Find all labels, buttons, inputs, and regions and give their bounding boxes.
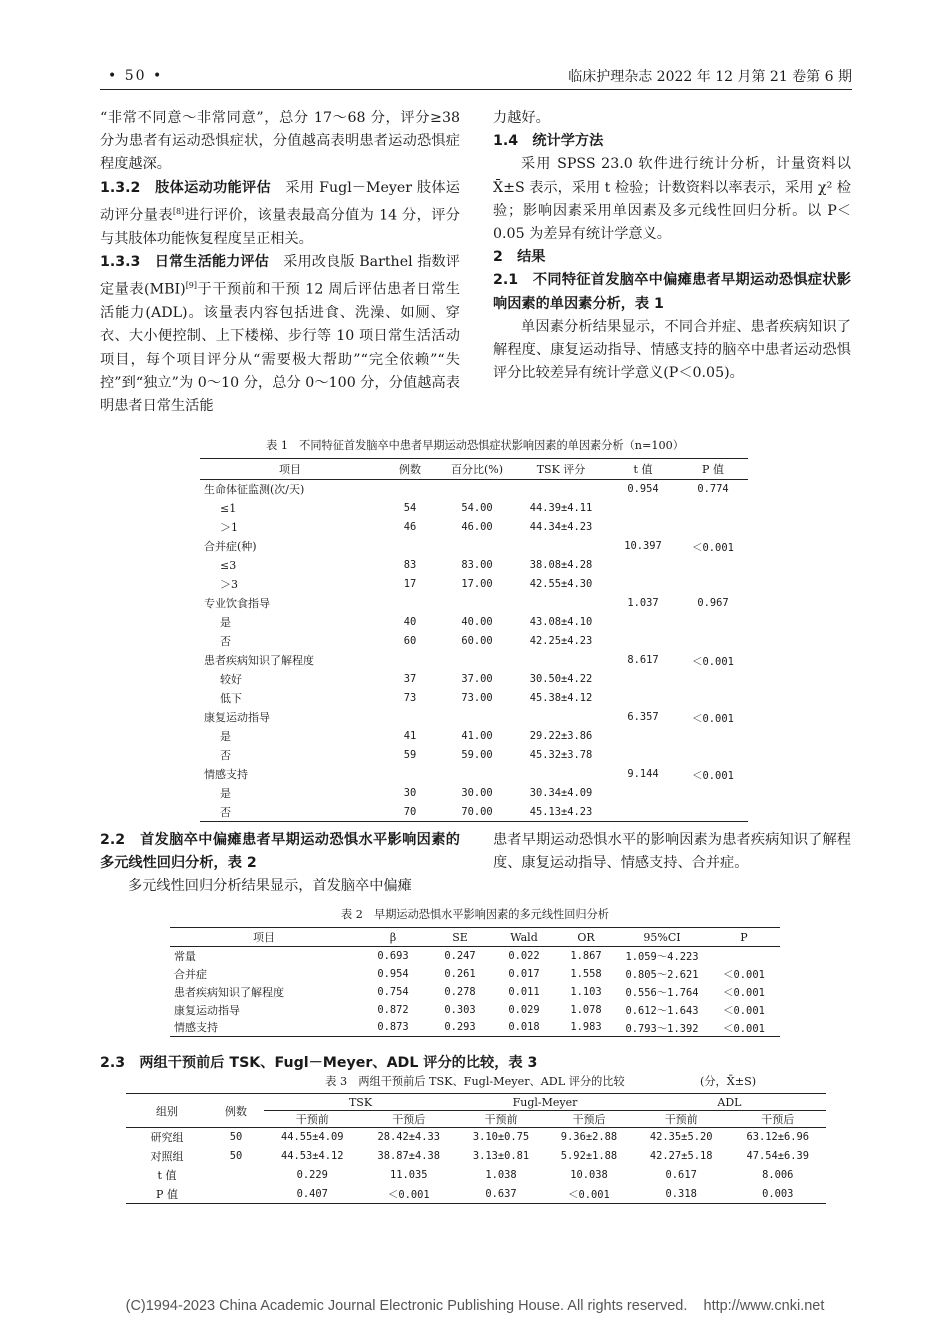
- cell-empty: [678, 613, 748, 632]
- table-cell: 0.954: [377, 967, 409, 980]
- cell-empty: [514, 537, 608, 556]
- table2: [170, 927, 780, 1037]
- section-number: 2: [493, 249, 503, 266]
- section-number: 2.3: [100, 1055, 126, 1071]
- table3-unit: (分，X̄±S): [700, 1075, 757, 1088]
- t-value: 6.357: [627, 711, 659, 723]
- table-cell: [208, 1166, 264, 1185]
- group-label: 研究组: [150, 1131, 184, 1145]
- tsk-score: 38.08±4.28: [529, 559, 593, 571]
- table-group-row: [200, 651, 748, 670]
- factor-name: 常量: [174, 949, 196, 963]
- cell-empty: [514, 708, 608, 727]
- table-cell: 3.10±0.75: [472, 1131, 530, 1144]
- percent: 54.00: [461, 502, 493, 514]
- col-header: Wald: [492, 928, 556, 947]
- table-row: [200, 613, 748, 632]
- table-header-row: [170, 928, 780, 947]
- table-cell: 28.42±4.33: [377, 1131, 441, 1144]
- table-row: [170, 1001, 780, 1019]
- cell-empty: [380, 537, 440, 556]
- t-value: 1.037: [627, 597, 659, 609]
- section-2-3-heading: [100, 1052, 537, 1072]
- table-row: [126, 1166, 826, 1185]
- table-header-row: [126, 1094, 826, 1111]
- cell-empty: [608, 670, 678, 689]
- col-header: 干预后: [361, 1111, 458, 1128]
- col-header: β: [358, 928, 428, 947]
- section-title: 不同特征首发脑卒中偏瘫患者早期运动恐惧症状影响因素的单因素分析，表 1: [493, 272, 851, 312]
- cell-empty: [608, 727, 678, 746]
- table-cell: 42.35±5.20: [649, 1131, 713, 1144]
- col-header: TSK 评分: [514, 459, 608, 480]
- subgroup-label: ＞1: [220, 521, 238, 534]
- col-header: 干预后: [729, 1111, 826, 1128]
- table-group-row: [200, 594, 748, 613]
- subgroup-label: ≤1: [220, 501, 237, 515]
- subgroup-label: 低下: [220, 692, 242, 705]
- percent: 70.00: [461, 805, 493, 818]
- tsk-score: 43.08±4.10: [529, 616, 593, 628]
- cell-empty: [678, 689, 748, 708]
- section-number: 1.3.2: [100, 179, 141, 196]
- cell-empty: [514, 594, 608, 613]
- cell-empty: [678, 746, 748, 765]
- table-row: [170, 965, 780, 983]
- cell-empty: [678, 575, 748, 594]
- table-row: [200, 746, 748, 765]
- section-1-3-2: [100, 177, 460, 251]
- cell-empty: [608, 518, 678, 537]
- table-cell: 0.247: [444, 949, 476, 962]
- group-label: t 值: [157, 1169, 177, 1182]
- percent: 41.00: [461, 730, 493, 742]
- table-row: [200, 499, 748, 518]
- table-cell: 1.983: [570, 1021, 602, 1034]
- count: 17: [403, 578, 417, 590]
- section-title: 两组干预前后 TSK、Fugl－Meyer、ADL 评分的比较，表 3: [139, 1055, 538, 1071]
- table-cell: 50: [229, 1131, 243, 1144]
- cell-empty: [380, 651, 440, 670]
- col-header: 百分比(%): [440, 459, 514, 480]
- col-header: 例数: [208, 1094, 264, 1128]
- factor-name: 情感支持: [174, 1021, 218, 1035]
- t-value: 9.144: [627, 768, 659, 780]
- table-group-row: [200, 765, 748, 784]
- percent: 30.00: [461, 787, 493, 799]
- p-value: 0.774: [697, 483, 729, 496]
- table-cell: 1.038: [485, 1169, 517, 1181]
- subgroup-label: 是: [220, 616, 231, 629]
- cell-empty: [608, 784, 678, 803]
- table-cell: 0.278: [444, 985, 476, 998]
- percent: 59.00: [461, 749, 493, 761]
- cell-empty: [380, 708, 440, 727]
- table-cell: ＜0.001: [568, 1189, 610, 1202]
- col-header: P 值: [678, 459, 748, 480]
- journal-title: 临床护理杂志 2022 年 12 月第 21 卷第 6 期: [568, 69, 852, 85]
- section-title: 统计学方法: [532, 133, 604, 150]
- table-row: [126, 1128, 826, 1147]
- table3: [126, 1093, 826, 1204]
- table-cell: 42.27±5.18: [649, 1150, 713, 1162]
- table-row: [200, 575, 748, 594]
- count: 54: [403, 502, 417, 514]
- table-cell: 0.303: [444, 1003, 476, 1016]
- table-cell: 50: [229, 1150, 243, 1162]
- percent: 60.00: [461, 635, 493, 647]
- table-cell: 1.059～4.223: [625, 951, 699, 964]
- table-row: [126, 1185, 826, 1204]
- section-text: 进行评价，该量表最高分值为 14 分，评分与其肢体功能恢复程度呈正相关。: [100, 207, 460, 247]
- col-header: 干预后: [545, 1111, 633, 1128]
- cell-empty: [608, 746, 678, 765]
- table-cell: 1.558: [570, 967, 602, 980]
- table-row: [126, 1147, 826, 1166]
- table-cell: 0.873: [377, 1021, 409, 1034]
- cell-empty: [678, 670, 748, 689]
- count: 37: [403, 673, 417, 685]
- cell-empty: [440, 480, 514, 499]
- section-text: 于干预前和干预 12 周后评估患者日常生活能力(ADL)。该量表内容包括进食、洗澡、如厕、穿衣、大小便控制、上下楼梯、步行等 10 项日常生活活动项目，每个项目评分从“需要极大帮助”“完全依赖”“失控”到“独立”为 0～10 分，总分 0～100 分，分值越高表明患者日常生活能: [100, 281, 460, 414]
- col-header: t 值: [608, 459, 678, 480]
- percent: 40.00: [461, 616, 493, 628]
- table1-caption: 表 1 不同特征首发脑卒中患者早期运动恐惧症状影响因素的单因素分析（n=100）: [266, 439, 684, 452]
- table-cell: 0.018: [508, 1021, 540, 1034]
- count: 41: [403, 730, 417, 742]
- count: 73: [403, 692, 417, 704]
- table-row: [200, 803, 748, 822]
- cell-empty: [608, 499, 678, 518]
- tsk-score: 44.39±4.11: [529, 502, 593, 514]
- cell-empty: [608, 689, 678, 708]
- table-cell: 1.078: [570, 1003, 602, 1016]
- table-row: [200, 727, 748, 746]
- col-header: OR: [556, 928, 616, 947]
- table1: [200, 458, 748, 822]
- cell-empty: [678, 499, 748, 518]
- table-cell: 0.407: [296, 1187, 328, 1200]
- table-cell: 0.637: [485, 1187, 517, 1200]
- percent: 73.00: [461, 692, 493, 704]
- section-2-2-right: [493, 829, 851, 875]
- factor-name: 情感支持: [204, 768, 248, 781]
- table-cell: 0.754: [377, 985, 409, 998]
- table-cell: 8.006: [762, 1169, 794, 1181]
- col-header: SE: [428, 928, 492, 947]
- factor-name: 康复运动指导: [204, 711, 270, 724]
- subgroup-label: 否: [220, 749, 231, 762]
- table-row: [200, 518, 748, 537]
- col-header: 例数: [380, 459, 440, 480]
- t-value: 10.397: [624, 540, 662, 552]
- table-cell: 44.53±4.12: [280, 1150, 344, 1162]
- tsk-score: 30.50±4.22: [529, 673, 593, 685]
- table-row: [170, 983, 780, 1001]
- cell-empty: [608, 556, 678, 575]
- table-cell: 0.612～1.643: [625, 1005, 699, 1017]
- percent: 46.00: [461, 521, 493, 533]
- table-header-row: [200, 459, 748, 480]
- citation-ref: [8]: [172, 206, 185, 216]
- citation-ref: [9]: [185, 281, 198, 291]
- section-2-1-heading: [493, 269, 851, 315]
- cell-empty: [678, 727, 748, 746]
- count: 46: [403, 521, 417, 533]
- col-header: 干预前: [457, 1111, 545, 1128]
- table-cell: 0.022: [508, 949, 540, 962]
- group-label: P 值: [156, 1187, 178, 1201]
- cell-empty: [514, 765, 608, 784]
- table-row: [170, 947, 780, 965]
- section-2-2-left: [100, 829, 460, 899]
- table-group-row: [200, 708, 748, 727]
- paragraph-tsk-scoring: “非常不同意～非常同意”，总分 17～68 分，评分≥38 分为患者有运动恐惧症状，分值越高表明患者运动恐惧症程度越深。: [100, 110, 460, 173]
- col-header: P: [708, 928, 780, 947]
- table-cell: [708, 947, 780, 965]
- cell-empty: [678, 632, 748, 651]
- table-cell: 5.92±1.88: [560, 1150, 618, 1162]
- count: 59: [403, 749, 417, 761]
- section-1-3-3: [100, 251, 460, 418]
- tsk-score: 29.22±3.86: [529, 730, 593, 742]
- cell-empty: [514, 480, 608, 499]
- section-1-4-heading: [493, 130, 851, 153]
- table-cell: 63.12±6.96: [746, 1131, 809, 1144]
- table-cell: 0.293: [444, 1021, 476, 1034]
- percent: 37.00: [461, 673, 493, 685]
- table-group-row: [200, 537, 748, 556]
- left-column: [100, 107, 460, 418]
- table-cell: 0.029: [508, 1003, 540, 1016]
- cell-empty: [380, 765, 440, 784]
- col-header: 项目: [200, 459, 380, 480]
- table-cell: 0.229: [296, 1169, 328, 1181]
- table-cell: 44.55±4.09: [280, 1131, 344, 1144]
- t-value: 8.617: [627, 654, 659, 666]
- table2-caption: 表 2 早期运动恐惧水平影响因素的多元线性回归分析: [341, 908, 609, 921]
- col-header: 项目: [170, 928, 358, 947]
- col-header: 95%CI: [616, 928, 708, 947]
- factor-name: 合并症: [174, 967, 207, 981]
- table-cell: ＜0.001: [723, 987, 765, 999]
- p-value: ＜0.001: [692, 541, 734, 554]
- table-row: [200, 689, 748, 708]
- table-cell: 10.038: [570, 1169, 608, 1181]
- table-cell: ＜0.001: [723, 1005, 765, 1017]
- cell-empty: [608, 632, 678, 651]
- cell-empty: [440, 594, 514, 613]
- count: 40: [403, 616, 417, 628]
- cell-empty: [514, 651, 608, 670]
- table-cell: 0.556～1.764: [625, 987, 699, 999]
- table2-body: [170, 947, 780, 1037]
- subgroup-label: ＞3: [220, 578, 238, 591]
- cell-empty: [678, 803, 748, 822]
- subgroup-label: 是: [220, 787, 231, 800]
- subgroup-label: ≤3: [220, 558, 237, 572]
- section-title: 日常生活能力评估: [154, 253, 269, 270]
- table-cell: 0.003: [762, 1187, 794, 1200]
- table-row: [170, 1019, 780, 1037]
- table-row: [200, 632, 748, 651]
- copyright-notice: (C)1994-2023 China Academic Journal Electronic Publishing House. All rights reserved.: [125, 1298, 688, 1314]
- table-cell: 0.261: [444, 967, 476, 980]
- table-cell: 47.54±6.39: [746, 1150, 809, 1162]
- table-cell: 11.035: [390, 1169, 428, 1181]
- cell-empty: [608, 803, 678, 822]
- table-cell: ＜0.001: [723, 1022, 765, 1035]
- cell-empty: [608, 613, 678, 632]
- col-header: 干预前: [633, 1111, 730, 1128]
- count: 70: [403, 805, 417, 818]
- right-column: [493, 107, 851, 385]
- cell-empty: [608, 575, 678, 594]
- table-cell: 0.693: [377, 949, 409, 962]
- table3-body: [126, 1128, 826, 1204]
- subgroup-label: 否: [220, 805, 231, 819]
- col-header: 组别: [126, 1094, 208, 1128]
- col-group-header: ADL: [633, 1094, 826, 1111]
- col-group-header: TSK: [264, 1094, 457, 1111]
- table-cell: ＜0.001: [723, 969, 765, 981]
- table-cell: 0.872: [377, 1003, 409, 1016]
- table3-caption: 表 3 两组干预前后 TSK、Fugl-Meyer、ADL 评分的比较: [325, 1075, 625, 1088]
- section-title: 肢体运动功能评估: [155, 179, 271, 196]
- cell-empty: [380, 480, 440, 499]
- table-row: [200, 670, 748, 689]
- p-value: ＜0.001: [692, 655, 734, 668]
- section-number: 1.3.3: [100, 253, 141, 270]
- cell-empty: [440, 765, 514, 784]
- cell-empty: [440, 651, 514, 670]
- continued-text: 力越好。: [493, 110, 550, 126]
- cell-empty: [380, 594, 440, 613]
- table-cell: 0.793～1.392: [625, 1022, 699, 1035]
- cell-empty: [440, 537, 514, 556]
- tsk-score: 42.55±4.30: [529, 578, 593, 590]
- section-text: 采用 Fugl－Meyer 肢体运动评分量表: [100, 179, 460, 224]
- statistics-paragraph: 采用 SPSS 23.0 软件进行统计分析，计量资料以 X̄±S 表示，采用 t 检验；计数资料以率表示，采用 χ² 检验；影响因素采用单因素及多元线性回归分析。以 P＜0.05 为差异有统计学意义。: [493, 156, 851, 243]
- percent: 17.00: [461, 578, 493, 590]
- cell-empty: [678, 556, 748, 575]
- factor-name: 生命体征监测(次/天): [204, 483, 305, 497]
- section-text: 采用改良版 Barthel 指数评定量表(MBI): [100, 253, 460, 298]
- section-number: 2.2: [100, 832, 126, 848]
- page-number: • 50 •: [108, 68, 164, 84]
- subgroup-label: 较好: [220, 673, 242, 686]
- header-rule: [100, 89, 852, 90]
- table-cell: 3.13±0.81: [472, 1150, 530, 1162]
- tsk-score: 30.34±4.09: [529, 787, 593, 799]
- group-label: 对照组: [150, 1150, 184, 1163]
- section-number: 1.4: [493, 133, 519, 150]
- footer: [0, 1298, 950, 1314]
- table-cell: 1.103: [570, 985, 602, 998]
- cell-empty: [678, 518, 748, 537]
- table-cell: 9.36±2.88: [560, 1131, 618, 1144]
- p-value: 0.967: [697, 597, 729, 609]
- regression-conclusion: 患者早期运动恐惧水平的影响因素为患者疾病知识了解程度、康复运动指导、情感支持、合并症。: [493, 832, 851, 872]
- count: 30: [403, 787, 417, 799]
- table-group-row: [200, 480, 748, 499]
- univariate-result-paragraph: 单因素分析结果显示，不同合并症、患者疾病知识了解程度、康复运动指导、情感支持的脑卒中患者运动恐惧评分比较差异有统计学意义(P＜0.05)。: [493, 318, 851, 382]
- table-cell: 0.805～2.621: [625, 969, 699, 981]
- tsk-score: 44.34±4.23: [529, 521, 593, 533]
- table-row: [200, 784, 748, 803]
- tsk-score: 45.38±4.12: [529, 692, 593, 704]
- table-cell: 0.318: [665, 1187, 697, 1200]
- section-title: 首发脑卒中偏瘫患者早期运动恐惧水平影响因素的多元线性回归分析，表 2: [100, 832, 460, 872]
- factor-name: 患者疾病知识了解程度: [174, 985, 284, 999]
- col-group-header: Fugl-Meyer: [457, 1094, 633, 1111]
- factor-name: 患者疾病知识了解程度: [204, 654, 314, 667]
- table-cell: 38.87±4.38: [377, 1150, 441, 1162]
- p-value: ＜0.001: [692, 712, 734, 725]
- subgroup-label: 是: [220, 730, 231, 743]
- t-value: 0.954: [627, 483, 659, 496]
- cell-empty: [678, 784, 748, 803]
- section-title: 结果: [517, 249, 546, 266]
- p-value: ＜0.001: [692, 769, 734, 782]
- factor-name: 合并症(种): [204, 540, 257, 553]
- table-cell: 0.011: [508, 985, 540, 998]
- cell-empty: [440, 708, 514, 727]
- factor-name: 康复运动指导: [174, 1003, 240, 1017]
- table1-body: [200, 480, 748, 822]
- count: 60: [403, 635, 417, 647]
- footer-link[interactable]: http://www.cnki.net: [703, 1298, 825, 1314]
- tsk-score: 45.13±4.23: [529, 805, 593, 818]
- section-2-heading: [493, 246, 851, 269]
- section-number: 2.1: [493, 272, 519, 289]
- table-cell: [208, 1185, 264, 1204]
- table-cell: 0.617: [665, 1169, 697, 1181]
- subgroup-label: 否: [220, 635, 231, 648]
- count: 83: [403, 559, 417, 571]
- table-row: [200, 556, 748, 575]
- table-cell: 0.017: [508, 967, 540, 980]
- tsk-score: 42.25±4.23: [529, 635, 593, 647]
- regression-intro: 多元线性回归分析结果显示，首发脑卒中偏瘫: [128, 878, 412, 895]
- tsk-score: 45.32±3.78: [529, 749, 593, 761]
- table-cell: 1.867: [570, 949, 602, 962]
- col-header: 干预前: [264, 1111, 361, 1128]
- factor-name: 专业饮食指导: [204, 597, 270, 610]
- percent: 83.00: [461, 559, 493, 571]
- table-cell: ＜0.001: [387, 1189, 430, 1202]
